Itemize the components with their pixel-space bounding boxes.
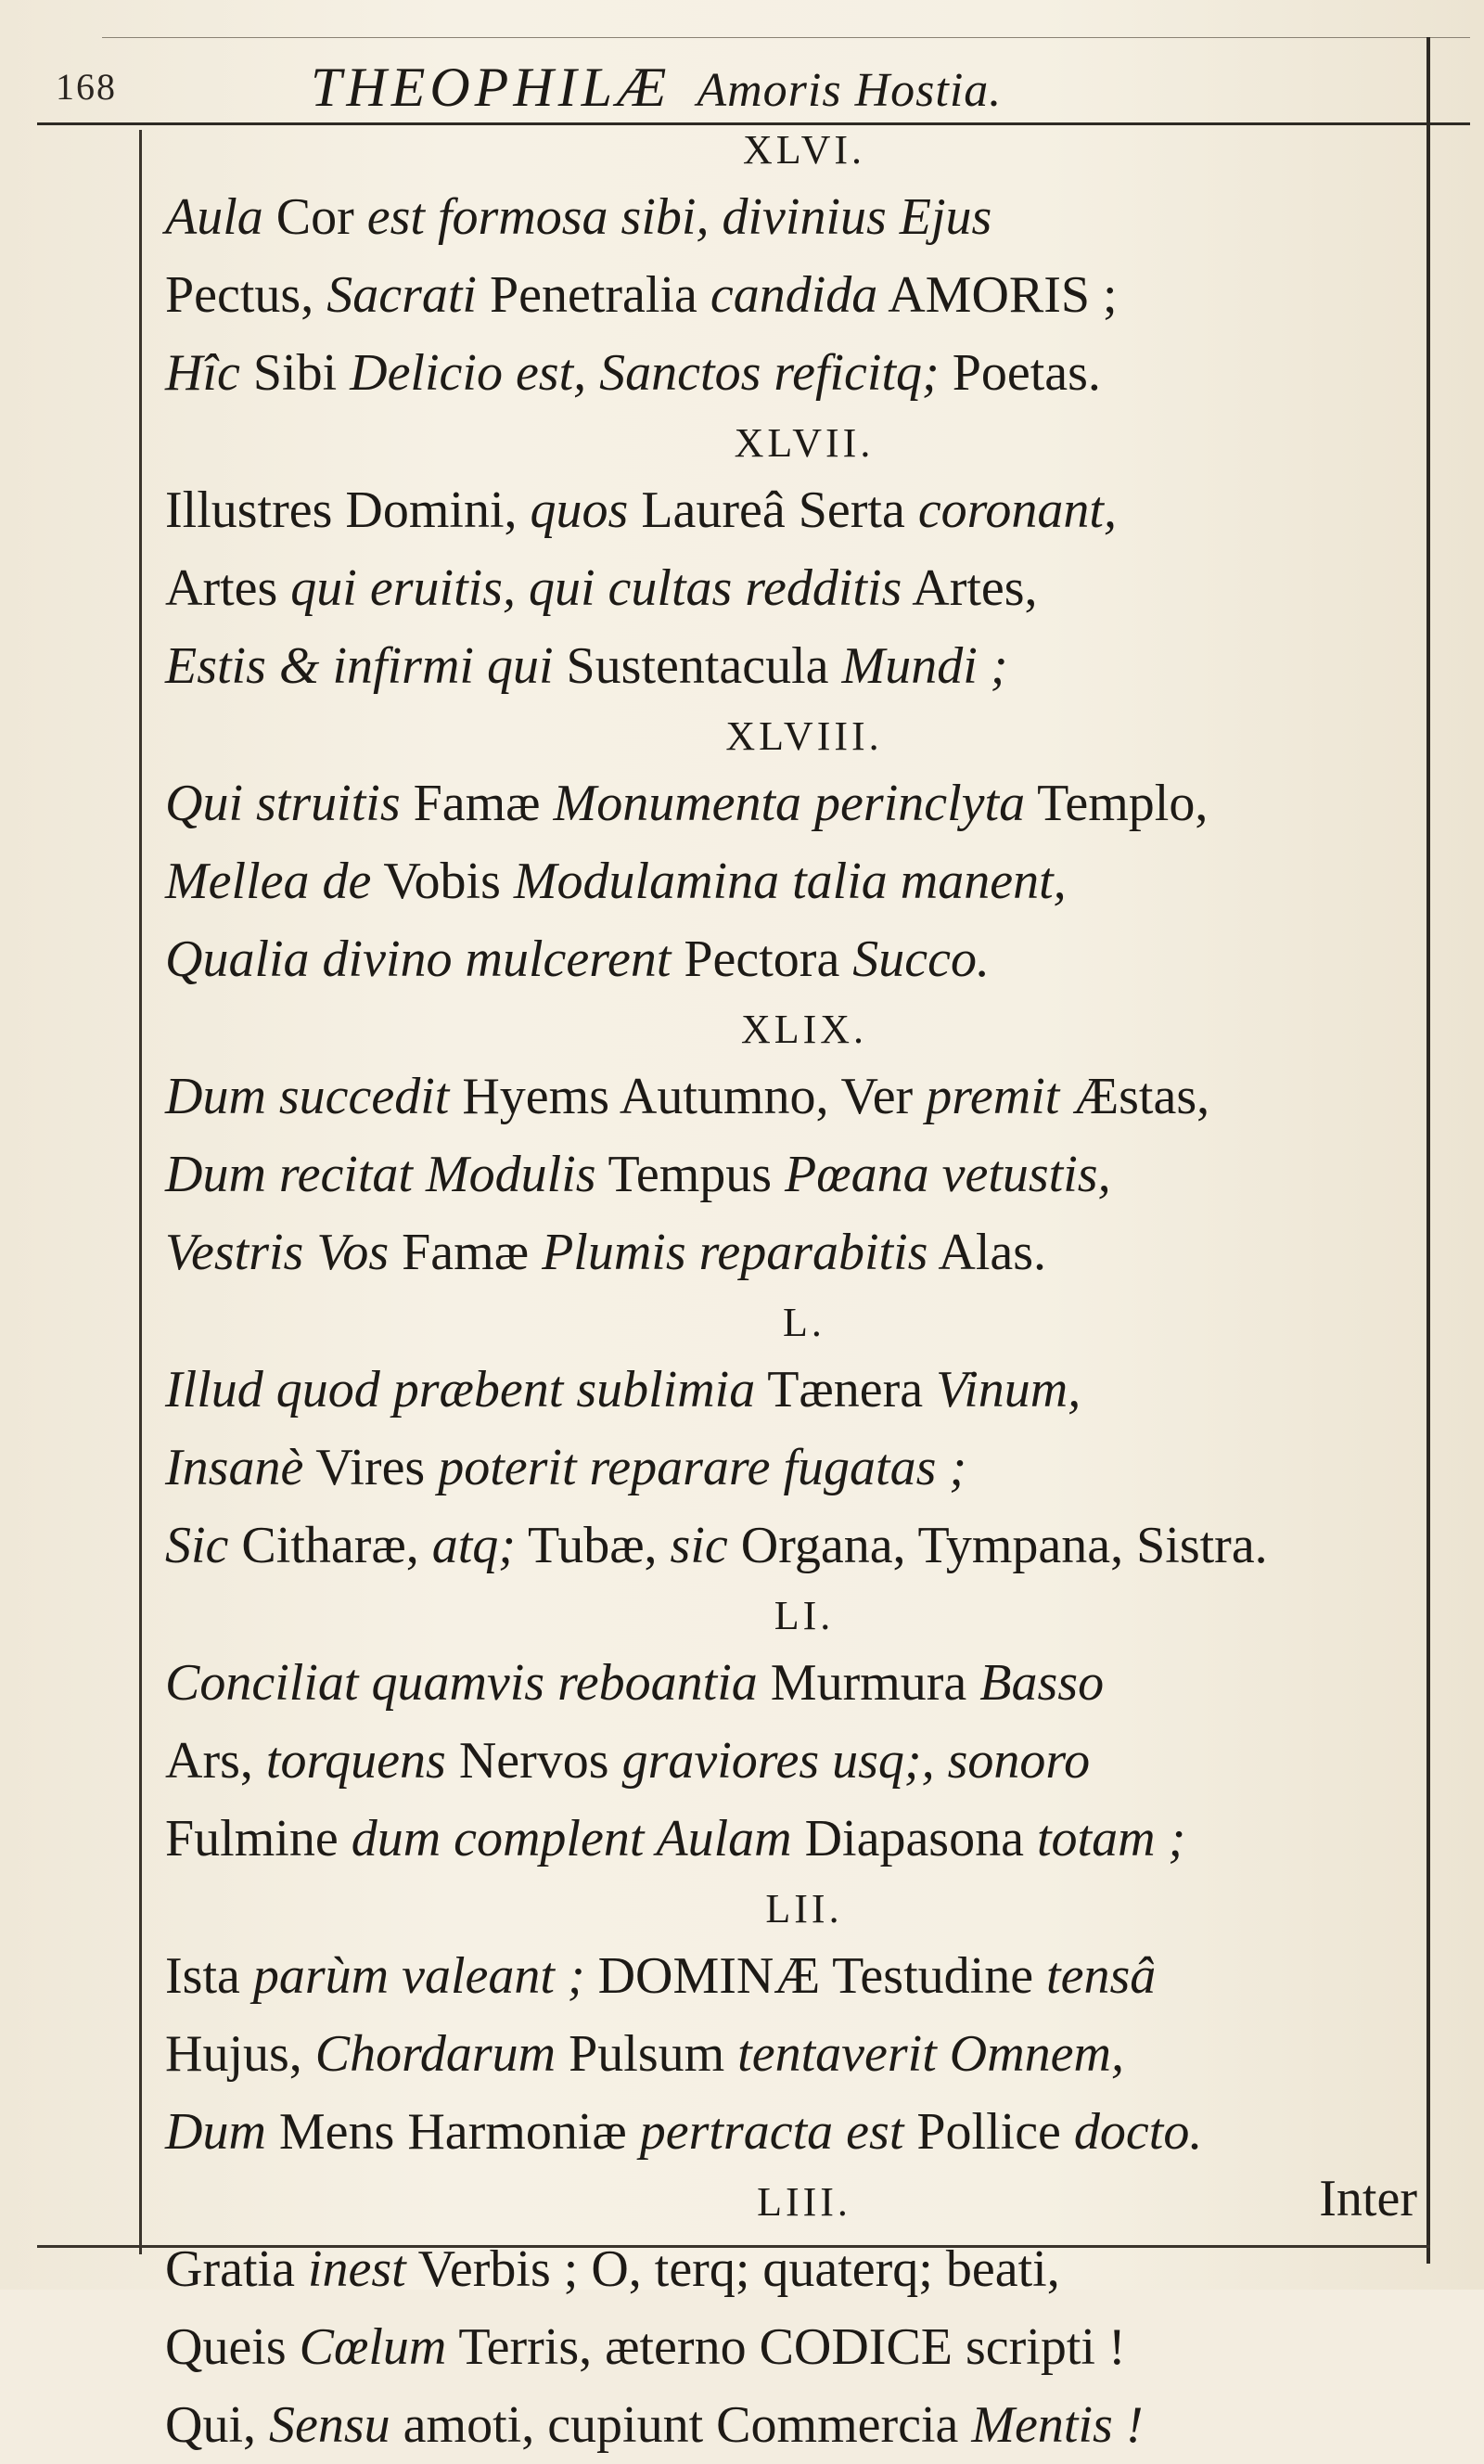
stanza [165,1588,1417,1878]
roman-segment: DOMINÆ Testudine [584,1947,1047,2005]
frame-left-rule [139,130,142,2254]
verse-line [165,2230,1417,2308]
roman-segment: Illustres Domini, [165,481,531,539]
stanza [165,416,1417,705]
verse-line [165,334,1417,412]
verse-line [165,549,1417,627]
italic-segment: sic [670,1517,728,1574]
italic-segment: Insanè [165,1439,304,1496]
italic-segment: Modulamina talia manent, [513,853,1067,910]
verse-line [165,1213,1417,1291]
running-head [37,37,1447,121]
header-top-rule [102,37,1470,38]
italic-segment: Sensu [269,2396,390,2454]
stanza-numeral: LII. [765,1886,843,1931]
italic-segment: atq; [431,1517,516,1574]
italic-segment: candida [710,266,878,324]
roman-segment: Cor [262,188,367,246]
verse-line [165,2308,1417,2386]
roman-segment: Pollice [903,2103,1074,2161]
italic-segment: pertracta est [639,2103,904,2161]
verse-line [165,842,1417,920]
italic-segment: est formosa sibi, divinius Ejus [366,188,992,246]
stanza-numeral: XLVI. [742,127,866,173]
roman-segment: Æstas, [1059,1068,1210,1125]
verse-line [165,920,1417,998]
verse-line [165,1351,1417,1429]
frame-right-rule [1426,37,1430,2264]
verse-line [165,1058,1417,1136]
roman-segment: Organa, Tympana, Sistra. [727,1517,1268,1574]
poem-body [165,119,1417,2464]
italic-segment: Monumenta perinclyta [553,775,1026,832]
italic-segment: Cœlum [299,2318,447,2376]
italic-segment: Mundi ; [841,637,1008,695]
catchword: Inter [1319,2170,1417,2227]
stanza [165,1295,1417,1585]
italic-segment: Dum recitat Modulis [165,1146,596,1203]
italic-segment: Chordarum [314,2025,556,2083]
roman-segment: Pectus, [165,266,327,324]
verse-line [165,178,1417,256]
roman-segment: Verbis ; O, terq; quaterq; beati, [405,2240,1060,2298]
verse-line [165,2093,1417,2171]
stanza [165,1881,1417,2171]
roman-segment: Poetas. [939,344,1101,402]
italic-segment: Mentis ! [971,2396,1144,2454]
stanza-numeral: LIII. [757,2179,851,2225]
roman-segment: Qui, [165,2396,269,2454]
stanza-numeral: XLIX. [740,1007,868,1052]
roman-segment: Ars, [165,1732,266,1790]
italic-segment: Conciliat quamvis reboantia [165,1654,758,1712]
roman-segment: Vobis [371,853,514,910]
running-title [311,56,1002,120]
roman-segment: Sustentacula [553,637,842,695]
stanza [165,2175,1417,2464]
italic-segment: Basso [979,1654,1105,1712]
roman-segment: Artes [165,559,291,617]
verse-line [165,1937,1417,2015]
roman-segment: AMORIS ; [877,266,1118,324]
stanza-numeral: XLVII. [734,420,875,466]
roman-segment: Diapasona [791,1810,1037,1867]
italic-segment: graviores usq;, sonoro [621,1732,1091,1790]
roman-segment: Tænera [755,1361,937,1418]
verse-line [165,627,1417,705]
roman-segment: Citharæ, [228,1517,432,1574]
page-number: 168 [56,66,117,108]
roman-segment: Tempus [595,1146,786,1203]
stanza [165,1002,1417,1291]
verse-line [165,256,1417,334]
roman-segment: Ista [165,1947,253,2005]
italic-segment: inest [307,2240,406,2298]
italic-segment: Illud quod præbent sublimia [165,1361,756,1418]
roman-segment: Gratia [165,2240,308,2298]
italic-segment: premit [926,1068,1060,1125]
roman-segment: Hujus, [165,2025,315,2083]
italic-segment: totam ; [1036,1810,1186,1867]
italic-segment: tentaverit Omnem, [737,2025,1124,2083]
roman-segment: Penetralia [476,266,710,324]
verse-line [165,1429,1417,1507]
roman-segment: Hyems Autumno, Ver [449,1068,927,1125]
roman-segment: amoti, cupiunt Commercia [390,2396,972,2454]
italic-segment: Sic [165,1517,229,1574]
italic-segment: docto. [1073,2103,1203,2161]
italic-segment: quos [530,481,629,539]
verse-line [165,1644,1417,1722]
roman-segment: Murmura [757,1654,980,1712]
italic-segment: Estis & infirmi qui [165,637,554,695]
roman-segment: Fulmine [165,1810,352,1867]
italic-segment: Succo. [852,930,991,988]
verse-line [165,2386,1417,2464]
roman-segment: Laureâ Serta [628,481,918,539]
roman-segment: Sibi [239,344,351,402]
italic-segment: Vestris Vos [165,1224,390,1281]
roman-segment: Tubæ, [515,1517,671,1574]
roman-segment: Artes, [902,559,1038,617]
roman-segment: Pulsum [556,2025,738,2083]
roman-segment: Pectora [671,930,853,988]
italic-segment: Sacrati [326,266,477,324]
roman-segment: Famæ [400,775,554,832]
stanza-numeral: LI. [774,1593,835,1638]
italic-segment: qui eruitis, qui cultas redditis [290,559,902,617]
italic-segment: poterit reparare fugatas ; [438,1439,967,1496]
roman-segment: Mens Harmoniæ [265,2103,640,2161]
running-title-main: THEOPHILÆ [311,57,672,118]
italic-segment: Mellea de [165,853,372,910]
italic-segment: Dum [165,2103,266,2161]
italic-segment: Vinum, [936,1361,1081,1418]
roman-segment: Terris, æterno CODICE scripti ! [446,2318,1126,2376]
verse-line [165,764,1417,842]
italic-segment: Qui struitis [165,775,401,832]
roman-segment: Queis [165,2318,300,2376]
roman-segment: Alas. [928,1224,1047,1281]
verse-line [165,1507,1417,1585]
verse-line [165,1136,1417,1213]
italic-segment: parùm valeant ; [252,1947,585,2005]
verse-line [165,1722,1417,1800]
roman-segment: Famæ [389,1224,543,1281]
roman-segment: Nervos [445,1732,622,1790]
verse-line [165,2015,1417,2093]
stanza-numeral: L. [783,1300,825,1345]
running-title-sub: Amoris Hostia. [697,64,1003,117]
italic-segment: Hîc [165,344,240,402]
stanza [165,709,1417,998]
italic-segment: Plumis reparabitis [542,1224,928,1281]
stanza-numeral: XLVIII. [725,713,883,759]
italic-segment: Dum succedit [165,1068,450,1125]
stanza [165,122,1417,412]
verse-line [165,471,1417,549]
italic-segment: Aula [165,188,263,246]
italic-segment: tensâ [1046,1947,1157,2005]
italic-segment: torquens [265,1732,446,1790]
italic-segment: Delicio est, Sanctos reficitq; [350,344,940,402]
italic-segment: Pœana vetustis, [785,1146,1111,1203]
verse-line [165,1800,1417,1878]
italic-segment: coronant, [917,481,1117,539]
italic-segment: dum complent Aulam [351,1810,792,1867]
roman-segment: Vires [303,1439,439,1496]
italic-segment: Qualia divino mulcerent [165,930,672,988]
roman-segment: Templo, [1025,775,1209,832]
